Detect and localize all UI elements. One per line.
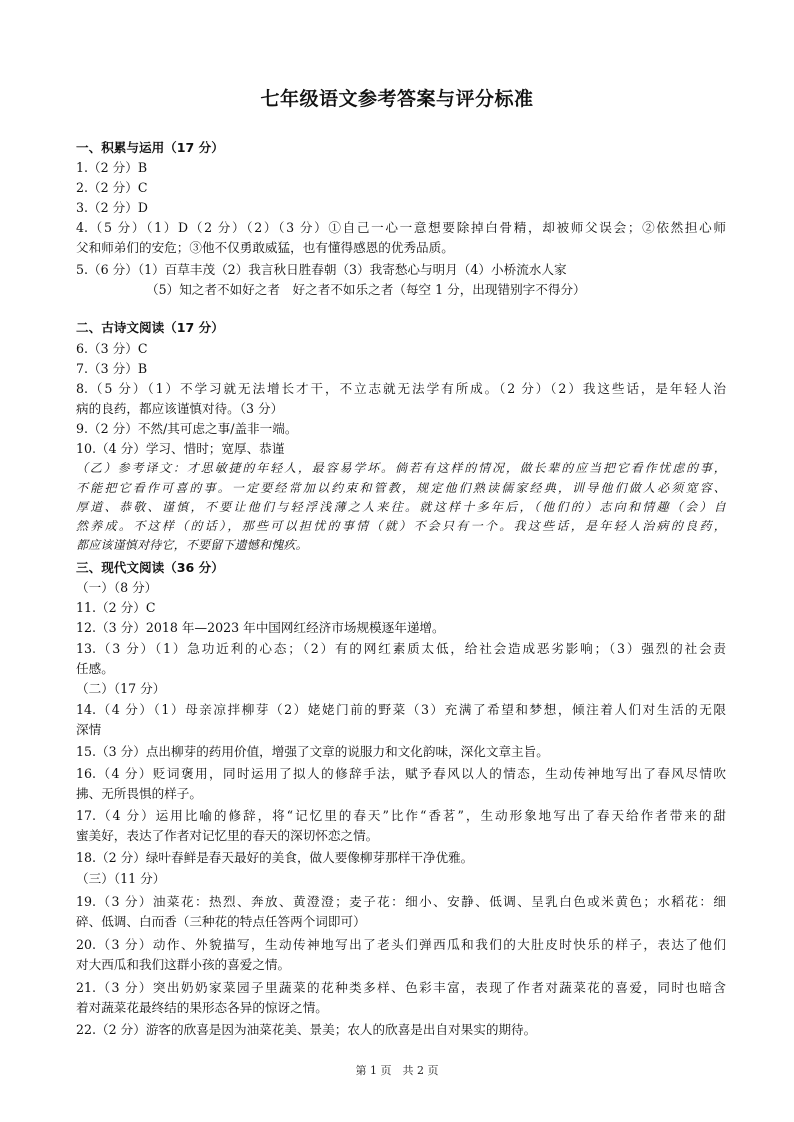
answer-line: 着对蔬菜花最终结的果形态各异的惊讶之情。: [76, 1000, 328, 1015]
answer-line: 2.（2 分）C: [76, 180, 148, 195]
answer-line: 碎、低调、白而香（三种花的特点任答两个词即可）: [76, 914, 366, 929]
translation-line: 都应该谨慎对待它，不要留下遗憾和愧疚。: [76, 538, 308, 552]
answer-line: 15.（3 分）点出柳芽的药用价值，增强了文章的说服力和文化韵味，深化文章主旨。: [76, 744, 549, 759]
answer-line: 13.（3 分）（1）急功近利的心态；（2）有的网红素质太低，给社会造成恶劣影响；（3）强烈的社会责: [76, 641, 726, 656]
answer-line: 5.（6 分）（1）百草丰茂（2）我言秋日胜春朝（3）我寄愁心与明月（4）小桥流水人家: [76, 262, 567, 277]
page-title: 七年级语文参考答案与评分标准: [260, 88, 534, 110]
answer-line: 19.（3 分）油菜花：热烈、奔放、黄澄澄；麦子花：细小、安静、低调、呈乳白色或米黄色；水稻花：细: [76, 894, 726, 909]
subsection-label: （三）（11 分）: [76, 871, 166, 886]
answer-line: 14.（4 分）（1）母亲凉拌柳芽（2）姥姥门前的野菜（3）充满了希望和梦想，倾注着人们对生活的无限: [76, 702, 726, 717]
answer-line: 拂、无所畏惧的样子。: [76, 786, 202, 801]
translation-line: 然养成。不这样（的话），那些可以担忧的事情（就）不会只有一个。我这些话，是年轻人治病的良药，: [76, 519, 726, 533]
answer-line: 3.（2 分）D: [76, 200, 148, 215]
answer-line: 任感。: [76, 661, 114, 676]
page-footer: 第 1 页 共 2 页: [355, 1064, 439, 1077]
answer-line: 4.（5 分）（1）D（2 分）（2）（3 分）①自己一心一意想要除掉白骨精，却被师父误会；②依然担心师: [76, 220, 726, 235]
answer-line: 病的良药，都应该谨慎对待。（3 分）: [76, 401, 284, 416]
answer-line: 对大西瓜和我们这群小孩的喜爱之情。: [76, 957, 291, 972]
section-heading-1: 一、积累与运用（17 分）: [76, 140, 224, 155]
answer-line: 10.（4 分）学习、惜时；宽厚、恭谨: [76, 441, 285, 456]
answer-line: 8.（5 分）（1）不学习就无法增长才干，不立志就无法学有所成。（2 分）（2）我这些话，是年轻人治: [76, 381, 726, 396]
answer-line: 22.（2 分）游客的欣喜是因为油菜花美、景美；农人的欣喜是出自对果实的期待。: [76, 1022, 537, 1037]
answer-line: 21.（3 分）突出奶奶家菜园子里蔬菜的花种类多样、色彩丰富，表现了作者对蔬菜花的喜爱，同时也暗含: [76, 980, 726, 995]
answer-line: 18.（2 分）绿叶春鲜是春天最好的美食，做人要像柳芽那样干净优雅。: [76, 850, 474, 865]
answer-line: 12.（3 分）2018 年—2023 年中国网红经济市场规模逐年递增。: [76, 620, 445, 635]
answer-line: （5）知之者不如好之者 好之者不如乐之者（每空 1 分，出现错别字不得分）: [146, 282, 586, 297]
answer-line: 1.（2 分）B: [76, 160, 148, 175]
translation-line: 不能把它看作可喜的事。一定要经常加以约束和管教，规定他们熟读儒家经典，训导他们做人必须宽容、: [76, 481, 726, 495]
answer-line: 深情: [76, 722, 102, 737]
section-heading-2: 二、古诗文阅读（17 分）: [76, 320, 224, 335]
answer-line: 9.（2 分）不然/其可虑之事/盖非一端。: [76, 421, 298, 436]
answer-line: 20.（3 分）动作、外貌描写，生动传神地写出了老头们弹西瓜和我们的大肚皮时快乐的样子，表达了他们: [76, 937, 726, 952]
answer-line: 6.（3 分）C: [76, 341, 148, 356]
section-heading-3: 三、现代文阅读（36 分）: [76, 560, 224, 575]
translation-line: 厚道、恭敬、谨慎，不要让他们与轻浮浅薄之人来往。就这样十多年后，（他们的）志向和情趣（会）自: [76, 500, 726, 514]
answer-line: 父和师弟们的安危；③他不仅勇敢威猛，也有懂得感恩的优秀品质。: [76, 240, 454, 255]
answer-line: 蜜美好，表达了作者对记忆里的春天的深切怀恋之情。: [76, 828, 379, 843]
subsection-label: （二）（17 分）: [76, 681, 166, 696]
translation-line: （乙）参考译文：才思敏捷的年轻人，最容易学坏。倘若有这样的情况，做长辈的应当把它看作忧虑的事，: [76, 461, 726, 475]
answer-line: 17.（4 分）运用比喻的修辞，将“记忆里的春天”比作“香茗”，生动形象地写出了春天给作者带来的甜: [76, 808, 726, 823]
answer-line: 16.（4 分）贬词褒用，同时运用了拟人的修辞手法，赋予春风以人的情态，生动传神地写出了春风尽情吹: [76, 766, 726, 781]
answer-line: 7.（3 分）B: [76, 361, 148, 376]
answer-line: 11.（2 分）C: [76, 600, 156, 615]
subsection-label: （一）（8 分）: [76, 580, 158, 595]
